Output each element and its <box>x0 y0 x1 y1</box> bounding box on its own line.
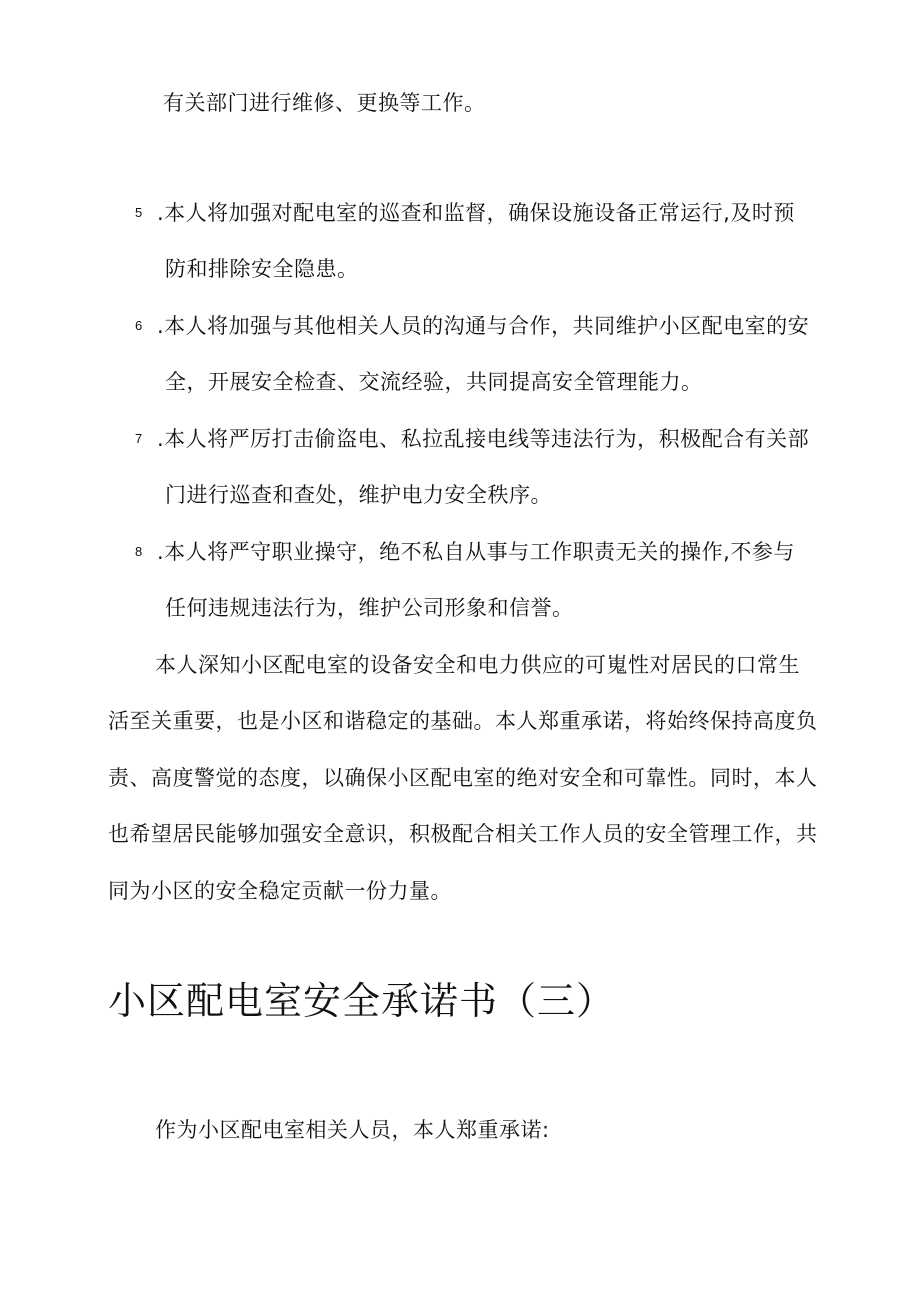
paragraph-line: 也希望居民能够加强安全意识，积极配合相关工作人员的安全管理工作，共 <box>108 822 818 846</box>
intro-line: 作为小区配电室相关人员，本人郑重承诺: <box>155 1118 550 1142</box>
item-text-line-2: 任何违规违法行为，维护公司形象和信誉。 <box>165 596 574 620</box>
item-number: 7 <box>135 431 143 446</box>
section-title: 小区配电室安全承诺书（三） <box>108 979 616 1023</box>
item-text-line-1: .本人将加强对配电室的巡查和监督，确保设施设备正常运行,及时预 <box>157 201 795 225</box>
paragraph-line: 同为小区的安全稳定贡献一份力量。 <box>108 879 452 903</box>
paragraph-line: 责、高度警觉的态度，以确保小区配电室的绝对安全和可靠性。同时，本人 <box>108 766 818 790</box>
item-text-line-1: .本人将加强与其他相关人员的沟通与合作，共同维护小区配电室的安 <box>157 314 810 338</box>
item-text-line-2: 防和排除安全隐患。 <box>165 257 359 281</box>
item-number: 5 <box>135 205 143 220</box>
item-text-line-2: 门进行巡查和查处，维护电力安全秩序。 <box>165 483 552 507</box>
item-text-line-1: .本人将严守职业操守，绝不私自从事与工作职责无关的操作,不参与 <box>157 540 795 564</box>
item-text-line-1: .本人将严厉打击偷盗电、私拉乱接电线等违法行为，积极配合有关部 <box>157 427 810 451</box>
item-text-line-2: 全，开展安全检查、交流经验，共同提高安全管理能力。 <box>165 370 703 394</box>
item-number: 8 <box>135 544 143 559</box>
item-number: 6 <box>135 318 143 333</box>
paragraph-line: 活至关重要，也是小区和谐稳定的基础。本人郑重承诺，将始终保持高度负 <box>108 709 818 733</box>
paragraph-line: 本人深知小区配电室的设备安全和电力供应的可嵬性对居民的口常生 <box>155 653 800 677</box>
continued-line: 有关部门进行维修、更换等工作。 <box>163 91 486 115</box>
